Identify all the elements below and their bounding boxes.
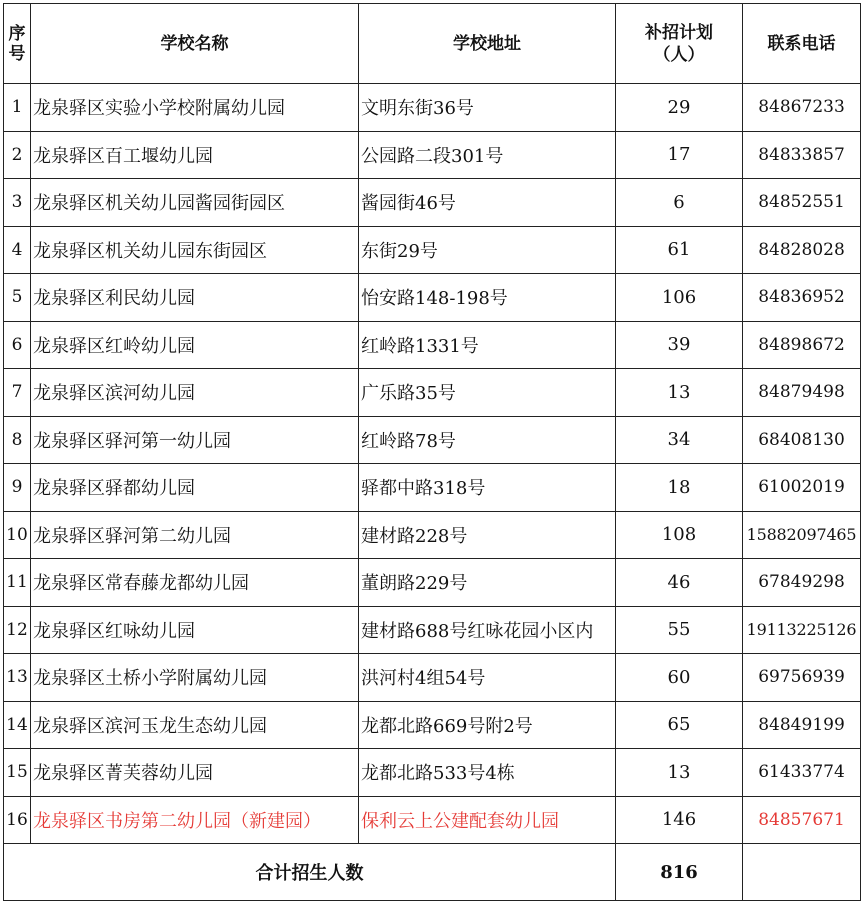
enrollment-plan: 13: [616, 369, 743, 417]
school-name: 龙泉驿区红岭幼儿园: [31, 321, 359, 369]
school-name: 龙泉驿区书房第二幼儿园（新建园）: [31, 796, 359, 844]
table-row: [4, 131, 861, 179]
school-name: 龙泉驿区机关幼儿园东街园区: [31, 226, 359, 274]
contact-phone: 15882097465: [743, 511, 861, 559]
enrollment-table: [3, 3, 861, 901]
header-seq-text: 序号: [8, 23, 26, 64]
school-address: 驿都中路318号: [359, 464, 616, 512]
contact-phone: 84833857: [743, 131, 861, 179]
enrollment-plan: 18: [616, 464, 743, 512]
header-address: 学校地址: [359, 4, 616, 84]
header-seq: [4, 4, 31, 84]
header-name: 学校名称: [31, 4, 359, 84]
school-name: 龙泉驿区利民幼儿园: [31, 274, 359, 322]
school-address: 广乐路35号: [359, 369, 616, 417]
school-address: 龙都北路669号附2号: [359, 701, 616, 749]
row-number: 6: [4, 321, 31, 369]
table-row: [4, 511, 861, 559]
total-empty-cell: [743, 844, 861, 901]
contact-phone: 68408130: [743, 416, 861, 464]
table-row: [4, 274, 861, 322]
school-address: 建材路688号红咏花园小区内: [359, 606, 616, 654]
contact-phone: 84898672: [743, 321, 861, 369]
row-number: 2: [4, 131, 31, 179]
enrollment-plan: 146: [616, 796, 743, 844]
contact-phone: 84849199: [743, 701, 861, 749]
contact-phone: 84836952: [743, 274, 861, 322]
row-number: 7: [4, 369, 31, 417]
enrollment-plan: 108: [616, 511, 743, 559]
school-name: 龙泉驿区菁芙蓉幼儿园: [31, 749, 359, 797]
total-value: 816: [616, 844, 743, 901]
school-address: 东街29号: [359, 226, 616, 274]
row-number: 11: [4, 559, 31, 607]
header-row: [4, 4, 861, 84]
table-row: [4, 369, 861, 417]
row-number: 13: [4, 654, 31, 702]
table-row: [4, 416, 861, 464]
row-number: 3: [4, 179, 31, 227]
row-number: 5: [4, 274, 31, 322]
row-number: 15: [4, 749, 31, 797]
enrollment-plan: 46: [616, 559, 743, 607]
enrollment-plan: 6: [616, 179, 743, 227]
row-number: 9: [4, 464, 31, 512]
row-number: 1: [4, 84, 31, 132]
school-address: 董朗路229号: [359, 559, 616, 607]
table-row: [4, 226, 861, 274]
school-address: 建材路228号: [359, 511, 616, 559]
header-plan-line2: （人）: [653, 44, 705, 65]
table-row: [4, 654, 861, 702]
enrollment-plan: 17: [616, 131, 743, 179]
school-name: 龙泉驿区百工堰幼儿园: [31, 131, 359, 179]
table-row: [4, 84, 861, 132]
school-name: 龙泉驿区滨河幼儿园: [31, 369, 359, 417]
contact-phone: 84879498: [743, 369, 861, 417]
header-plan: [616, 4, 743, 84]
school-address: 酱园街46号: [359, 179, 616, 227]
enrollment-plan: 60: [616, 654, 743, 702]
table-row: [4, 796, 861, 844]
table-row: [4, 701, 861, 749]
header-plan-line1: 补招计划: [645, 22, 713, 43]
header-phone: 联系电话: [743, 4, 861, 84]
enrollment-plan: 13: [616, 749, 743, 797]
total-label: 合计招生人数: [4, 844, 616, 901]
school-name: 龙泉驿区滨河玉龙生态幼儿园: [31, 701, 359, 749]
contact-phone: 69756939: [743, 654, 861, 702]
enrollment-plan: 39: [616, 321, 743, 369]
contact-phone: 84867233: [743, 84, 861, 132]
table-row: [4, 464, 861, 512]
table-row: [4, 749, 861, 797]
contact-phone: 84852551: [743, 179, 861, 227]
table-row: [4, 559, 861, 607]
school-address: 红岭路78号: [359, 416, 616, 464]
enrollment-plan: 106: [616, 274, 743, 322]
row-number: 14: [4, 701, 31, 749]
total-row: [4, 844, 861, 901]
contact-phone: 61002019: [743, 464, 861, 512]
row-number: 12: [4, 606, 31, 654]
school-name: 龙泉驿区红咏幼儿园: [31, 606, 359, 654]
row-number: 8: [4, 416, 31, 464]
school-address: 红岭路1331号: [359, 321, 616, 369]
school-name: 龙泉驿区常春藤龙都幼儿园: [31, 559, 359, 607]
enrollment-plan: 61: [616, 226, 743, 274]
table-body: [4, 84, 861, 844]
school-name: 龙泉驿区实验小学校附属幼儿园: [31, 84, 359, 132]
school-address: 保利云上公建配套幼儿园: [359, 796, 616, 844]
school-name: 龙泉驿区机关幼儿园酱园街园区: [31, 179, 359, 227]
school-name: 龙泉驿区驿河第二幼儿园: [31, 511, 359, 559]
enrollment-plan: 29: [616, 84, 743, 132]
enrollment-plan: 55: [616, 606, 743, 654]
contact-phone: 67849298: [743, 559, 861, 607]
contact-phone: 61433774: [743, 749, 861, 797]
contact-phone: 19113225126: [743, 606, 861, 654]
row-number: 16: [4, 796, 31, 844]
table-row: [4, 321, 861, 369]
contact-phone: 84857671: [743, 796, 861, 844]
school-address: 怡安路148-198号: [359, 274, 616, 322]
school-address: 洪河村4组54号: [359, 654, 616, 702]
contact-phone: 84828028: [743, 226, 861, 274]
school-address: 公园路二段301号: [359, 131, 616, 179]
enrollment-plan: 65: [616, 701, 743, 749]
enrollment-plan: 34: [616, 416, 743, 464]
school-address: 文明东街36号: [359, 84, 616, 132]
row-number: 4: [4, 226, 31, 274]
school-name: 龙泉驿区土桥小学附属幼儿园: [31, 654, 359, 702]
table-row: [4, 179, 861, 227]
school-address: 龙都北路533号4栋: [359, 749, 616, 797]
table-row: [4, 606, 861, 654]
row-number: 10: [4, 511, 31, 559]
school-name: 龙泉驿区驿河第一幼儿园: [31, 416, 359, 464]
school-name: 龙泉驿区驿都幼儿园: [31, 464, 359, 512]
